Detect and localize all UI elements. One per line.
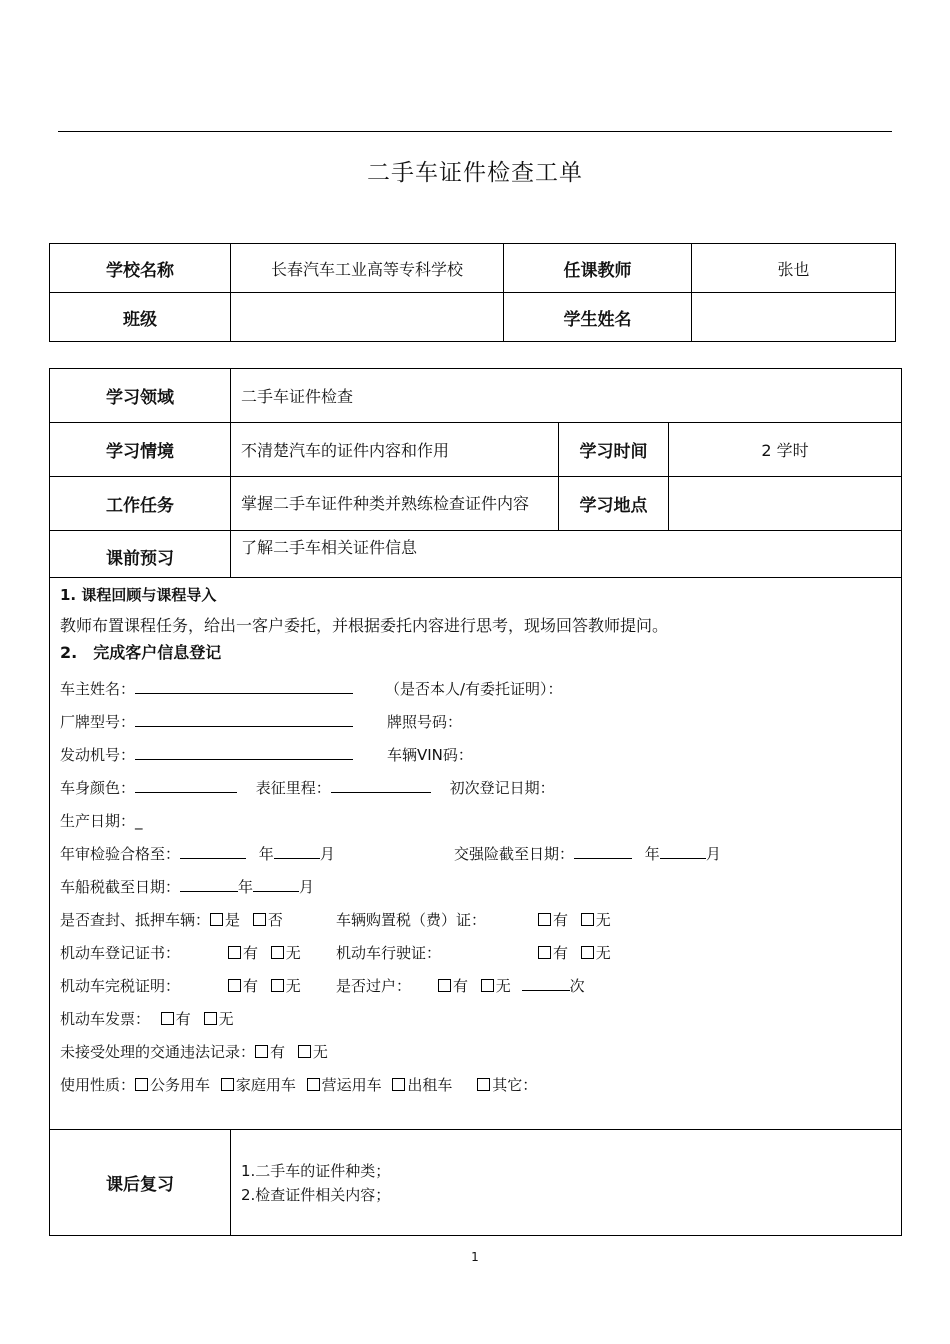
form-line-reg-cert (60, 937, 891, 970)
form-line-model (60, 706, 891, 739)
checkbox[interactable] (135, 1078, 148, 1091)
engine-field[interactable] (135, 743, 353, 760)
form-line-invoice (60, 1003, 891, 1036)
form-line-usage (60, 1069, 891, 1102)
checkbox[interactable] (271, 979, 284, 992)
domain-value[interactable]: 二手车证件检查 (231, 369, 902, 423)
study-table (49, 368, 902, 1236)
header-rule (58, 131, 892, 132)
table-row (50, 477, 902, 531)
annual-year-field[interactable] (180, 842, 246, 859)
prod-date-label[interactable]: 生产日期：_ (60, 812, 143, 830)
checkbox[interactable] (581, 946, 594, 959)
option-label: 无 (285, 944, 301, 962)
page-title: 二手车证件检查工单 (367, 160, 583, 186)
table-row (50, 369, 902, 423)
year-unit: 年 (258, 845, 274, 863)
preview-value[interactable]: 了解二手车相关证件信息 (231, 531, 902, 578)
situation-label: 学习情境 (50, 423, 231, 477)
option-label: 有 (270, 1043, 286, 1061)
checkbox[interactable] (538, 946, 551, 959)
situation-value[interactable]: 不清楚汽车的证件内容和作用 (231, 423, 559, 477)
checkbox[interactable] (538, 913, 551, 926)
purchase-tax-label: 车辆购置税（费）证： (336, 911, 487, 929)
option-label: 有 (243, 944, 259, 962)
owner-name-field[interactable] (135, 677, 353, 694)
section1-text: 教师布置课程任务，给出一客户委托，并根据委托内容进行思考，现场回答教师提问。 (60, 616, 669, 635)
month-unit: 月 (319, 845, 335, 863)
option-label: 有 (453, 977, 469, 995)
year-unit: 年 (644, 845, 660, 863)
invoice-label: 机动车发票： (60, 1010, 151, 1028)
vin-label: 车辆VIN码： (387, 746, 473, 764)
form-line-prod-date (60, 805, 891, 838)
checkbox[interactable] (438, 979, 451, 992)
checkbox[interactable] (271, 946, 284, 959)
checkbox[interactable] (255, 1045, 268, 1058)
checkbox[interactable] (161, 1012, 174, 1025)
review-item: 1.二手车的证件种类； (241, 1161, 391, 1180)
option-label: 无 (285, 977, 301, 995)
mileage-label: 表征里程： (255, 779, 331, 797)
insurance-month-field[interactable] (660, 842, 706, 859)
table-row (50, 423, 902, 477)
model-label: 厂牌型号： (60, 713, 136, 731)
task-value[interactable]: 掌握二手车证件种类并熟练检查证件内容 (231, 477, 559, 531)
month-unit: 月 (299, 878, 315, 896)
tax-proof-options (228, 970, 301, 1003)
insurance-year-field[interactable] (574, 842, 632, 859)
violation-label: 未接受处理的交通违法记录： (60, 1043, 256, 1061)
month-unit: 月 (705, 845, 721, 863)
transfer-count-field[interactable] (522, 974, 570, 991)
registration-section (50, 578, 902, 1130)
domain-label: 学习领域 (50, 369, 231, 423)
checkbox[interactable] (221, 1078, 234, 1091)
year-unit: 年 (238, 878, 254, 896)
form-line-color (60, 772, 891, 805)
option-label: 无 (312, 1043, 328, 1061)
place-value[interactable] (669, 477, 902, 531)
option-label: 无 (595, 944, 611, 962)
transfer-options (438, 970, 585, 1003)
annual-label: 年审检验合格至： (60, 845, 181, 863)
option-label: 公务用车 (150, 1076, 211, 1094)
form-line-tax-until (60, 871, 891, 904)
place-label: 学习地点 (559, 477, 669, 531)
times-unit: 次 (569, 977, 585, 995)
owner-self-label: （是否本人/有委托证明）： (385, 680, 563, 698)
review-item: 2.检查证件相关内容； (241, 1185, 391, 1204)
table-row (50, 578, 902, 1130)
checkbox[interactable] (307, 1078, 320, 1091)
preview-label: 课前预习 (50, 531, 231, 578)
usage-label: 使用性质： (60, 1076, 136, 1094)
checkbox[interactable] (210, 913, 223, 926)
option-label: 否 (267, 911, 283, 929)
checkbox[interactable] (581, 913, 594, 926)
option-label: 家庭用车 (235, 1076, 296, 1094)
option-label: 是 (225, 911, 241, 929)
checkbox[interactable] (253, 913, 266, 926)
school-value[interactable]: 长春汽车工业高等专科学校 (231, 244, 504, 293)
table-row (50, 293, 896, 342)
checkbox[interactable] (228, 946, 241, 959)
purchase-tax-options (538, 904, 611, 937)
student-label: 学生姓名 (504, 293, 692, 342)
reg-cert-label: 机动车登记证书： (60, 944, 181, 962)
option-label: 出租车 (407, 1076, 453, 1094)
class-value[interactable] (231, 293, 504, 342)
option-label: 营运用车 (321, 1076, 382, 1094)
owner-name-label: 车主姓名： (60, 680, 136, 698)
review-content (231, 1130, 902, 1236)
checkbox[interactable] (477, 1078, 490, 1091)
option-label: 无 (218, 1010, 234, 1028)
first-reg-label: 初次登记日期： (449, 779, 555, 797)
time-label: 学习时间 (559, 423, 669, 477)
option-label: 无 (595, 911, 611, 929)
license-label: 机动车行驶证： (336, 944, 442, 962)
checkbox[interactable] (481, 979, 494, 992)
option-label: 无 (495, 977, 511, 995)
table-row (50, 244, 896, 293)
section1-heading: 1. 课程回顾与课程导入 (60, 586, 217, 604)
checkbox[interactable] (204, 1012, 217, 1025)
teacher-label: 任课教师 (504, 244, 692, 293)
seized-label: 是否查封、抵押车辆： (60, 911, 211, 929)
transfer-label: 是否过户： (336, 977, 412, 995)
option-label: 有 (243, 977, 259, 995)
form-line-engine (60, 739, 891, 772)
tax-until-label: 车船税截至日期： (60, 878, 181, 896)
plate-label: 牌照号码： (387, 713, 463, 731)
option-label: 有 (175, 1010, 191, 1028)
time-value[interactable]: 2 学时 (669, 423, 902, 477)
checkbox[interactable] (228, 979, 241, 992)
reg-cert-options (228, 937, 301, 970)
form-line-owner (60, 673, 891, 706)
engine-label: 发动机号： (60, 746, 136, 764)
section2-heading: 2. 完成客户信息登记 (60, 643, 222, 662)
option-label: 有 (553, 911, 569, 929)
form-line-violation (60, 1036, 891, 1069)
mileage-field[interactable] (331, 776, 431, 793)
form-line-seized (60, 904, 891, 937)
option-label: 其它： (492, 1076, 538, 1094)
tax-proof-label: 机动车完税证明： (60, 977, 181, 995)
insurance-group (454, 838, 721, 871)
model-field[interactable] (135, 710, 353, 727)
color-label: 车身颜色： (60, 779, 136, 797)
tax-year-field[interactable] (180, 875, 238, 892)
form-line-tax-proof (60, 970, 891, 1003)
checkbox[interactable] (392, 1078, 405, 1091)
review-label: 课后复习 (50, 1130, 231, 1236)
table-row (50, 531, 902, 578)
form-line-annual (60, 838, 891, 871)
color-field[interactable] (135, 776, 237, 793)
teacher-value[interactable]: 张也 (692, 244, 896, 293)
annual-month-field[interactable] (274, 842, 320, 859)
insurance-label: 交强险截至日期： (454, 845, 575, 863)
license-options (538, 937, 611, 970)
task-label: 工作任务 (50, 477, 231, 531)
table-row (50, 1130, 902, 1236)
tax-month-field[interactable] (253, 875, 299, 892)
checkbox[interactable] (298, 1045, 311, 1058)
option-label: 有 (553, 944, 569, 962)
page-number: 1 (471, 1250, 479, 1264)
school-label: 学校名称 (50, 244, 231, 293)
class-label: 班级 (50, 293, 231, 342)
info-table (49, 243, 896, 342)
student-value[interactable] (692, 293, 896, 342)
